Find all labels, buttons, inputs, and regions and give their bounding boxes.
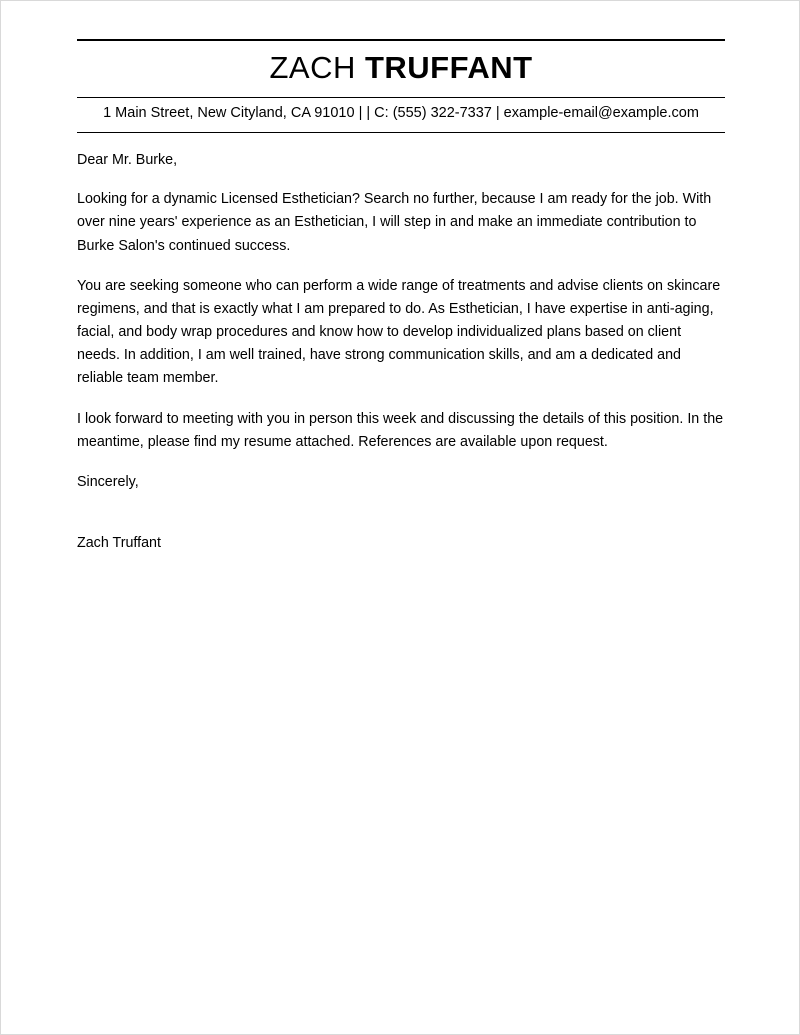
page-title	[77, 41, 725, 94]
contact-bottom-rule	[77, 132, 725, 133]
body-paragraph-3: I look forward to meeting with you in person this week and discussing the details of this position. In the meantime, please find my resume attached. References are available upon request.	[77, 410, 724, 450]
letter-body	[77, 149, 725, 555]
body-paragraph-2: You are seeking someone who can perform a wide range of treatments and advise clients on skincare regimens, and that is exactly what I am prepared to do. As Esthetician, I have expertise in anti-aging, facial, and body wrap procedures and know how to develop individualized plans based on client needs. In addition, I am well trained, have strong communication skills, and am a dedicated and reliable team member.	[77, 277, 721, 387]
first-name: ZACH	[269, 50, 365, 85]
contact-info: 1 Main Street, New Cityland, CA 91010 | | C: (555) 322-7337 | example-email@example.com	[103, 105, 699, 122]
closing: Sincerely,	[77, 473, 139, 490]
body-paragraph-1: Looking for a dynamic Licensed Esthetician? Search no further, because I am ready for the job. With over nine years' experience as an Esthetician, I will step in and make an immediate contribution to Burke Salon's continued success.	[77, 191, 712, 254]
salutation: Dear Mr. Burke,	[77, 152, 178, 169]
letter-sheet	[77, 39, 725, 569]
last-name: TRUFFANT	[364, 50, 533, 85]
signature-name: Zach Truffant	[77, 534, 161, 551]
